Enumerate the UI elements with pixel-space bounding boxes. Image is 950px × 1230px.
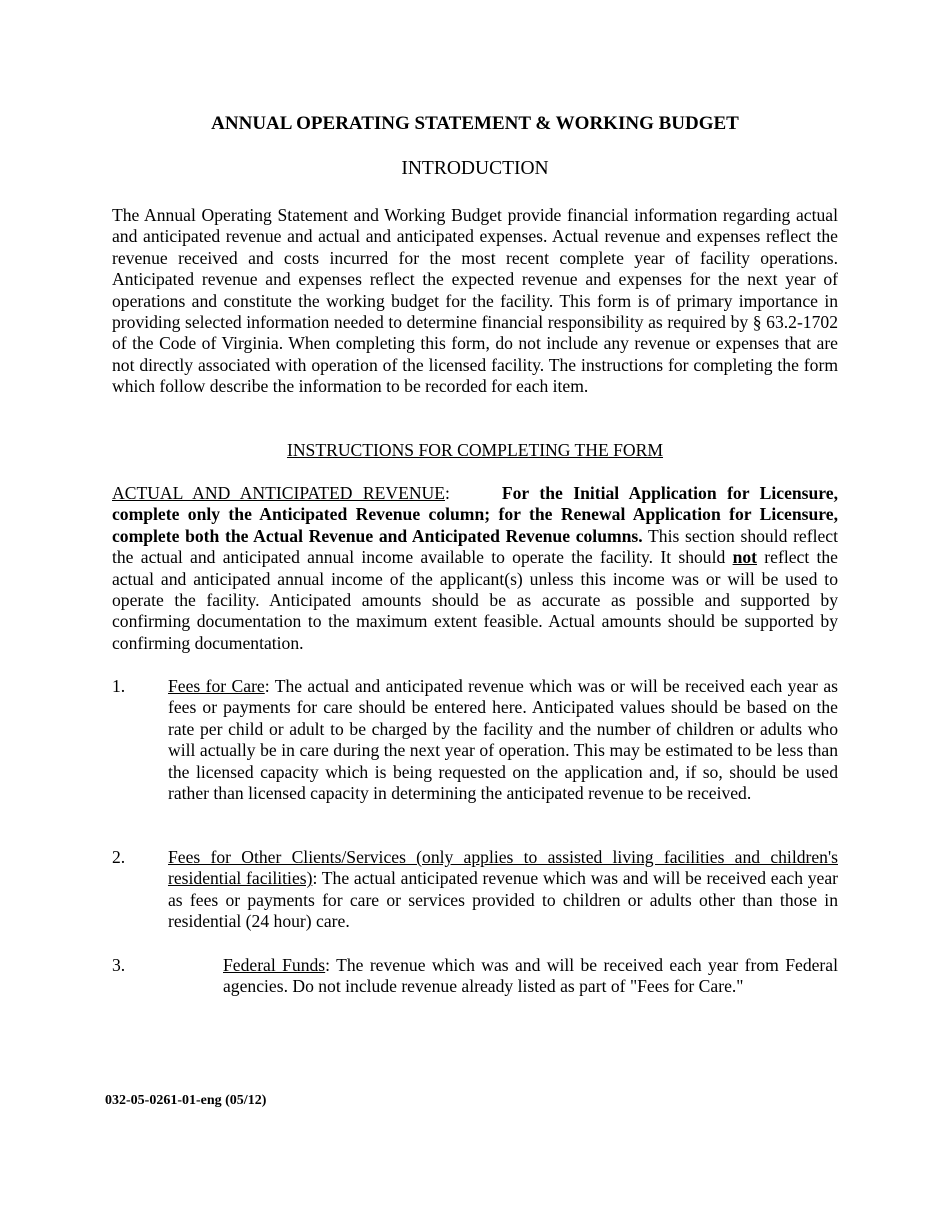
revenue-section-text-2: reflect the actual and anticipated annual income of the applicant(s) unless this income was or will be used to operate the facility. Anticipated amounts should be as accurate as possible and supported by confirming documentation to the maximum extent feasible. Actual amounts should be supported by confirming documentation.: [112, 547, 838, 653]
form-number-footer: 032-05-0261-01-eng (05/12): [105, 1093, 267, 1108]
revenue-section-label: ACTUAL AND ANTICIPATED REVENUE: [112, 483, 445, 503]
list-item-text: : The revenue which was and will be received each year from Federal agencies. Do not include revenue already listed as part of "Fees for Care.": [223, 955, 838, 997]
list-item-text: : The actual anticipated revenue which was and will be received each year as fees or payments for care or services provided to children or adults other than those in residential (24 hour) care.: [168, 868, 839, 932]
list-item-label: Fees for Care: [168, 676, 265, 696]
revenue-section-bold-instruction: For the Initial Application for Licensure, complete only the Anticipated Revenue column; for the Renewal Application for Licensure, complete both the Actual Revenue and Anticipated Revenue columns.: [112, 483, 839, 546]
revenue-section-text-1: This section should reflect the actual and anticipated annual income available to operate the facility. It should: [112, 525, 838, 568]
list-item-number: 3.: [112, 955, 126, 975]
list-item-label: Federal Funds: [223, 955, 326, 975]
list-item-number: 1.: [112, 676, 126, 696]
list-item-body: [223, 955, 838, 998]
list-item-body: [168, 847, 838, 933]
revenue-section-paragraph: [112, 483, 838, 654]
list-item-number: 2.: [112, 847, 126, 867]
instructions-heading: [0, 440, 950, 461]
revenue-section-not-emphasis: not: [732, 547, 758, 568]
introduction-heading: INTRODUCTION: [401, 158, 549, 179]
document-title: ANNUAL OPERATING STATEMENT & WORKING BUDGET: [211, 113, 739, 134]
list-item-label: Fees for Other Clients/Services (only applies to assisted living facilities and children's residential facilities): [168, 847, 838, 889]
revenue-section-label-colon: :: [445, 483, 450, 503]
list-item-text: : The actual and anticipated revenue which was or will be received each year as fees or payments for care should be entered here. Anticipated values should be based on the rate per child or adult to be charged by the facility and the number of children or adults who will actually be in care during the next year of operation. This may be estimated to be less than the licensed capacity which is being requested on the application and, if so, should be used rather than licensed capacity in determining the anticipated revenue to be received.: [168, 676, 838, 804]
instructions-heading-text: INSTRUCTIONS FOR COMPLETING THE FORM: [286, 440, 664, 460]
introduction-paragraph: The Annual Operating Statement and Working Budget provide financial information regarding actual and anticipated revenue and actual and anticipated expenses. Actual revenue and expenses reflect the revenue received and costs incurred for the most recent complete year of facility operations. Anticipated revenue and expenses reflect the expected revenue and expenses for the next year of operations and constitute the working budget for the facility. This form is of primary importance in providing selected information needed to determine financial responsibility as required by § 63.2-1702 of the Code of Virginia. When completing this form, do not include any revenue or expenses that are not directly associated with operation of the licensed facility. The instructions for completing the form which follow describe the information to be recorded for each item.: [112, 205, 838, 397]
list-item-body: [168, 676, 838, 804]
